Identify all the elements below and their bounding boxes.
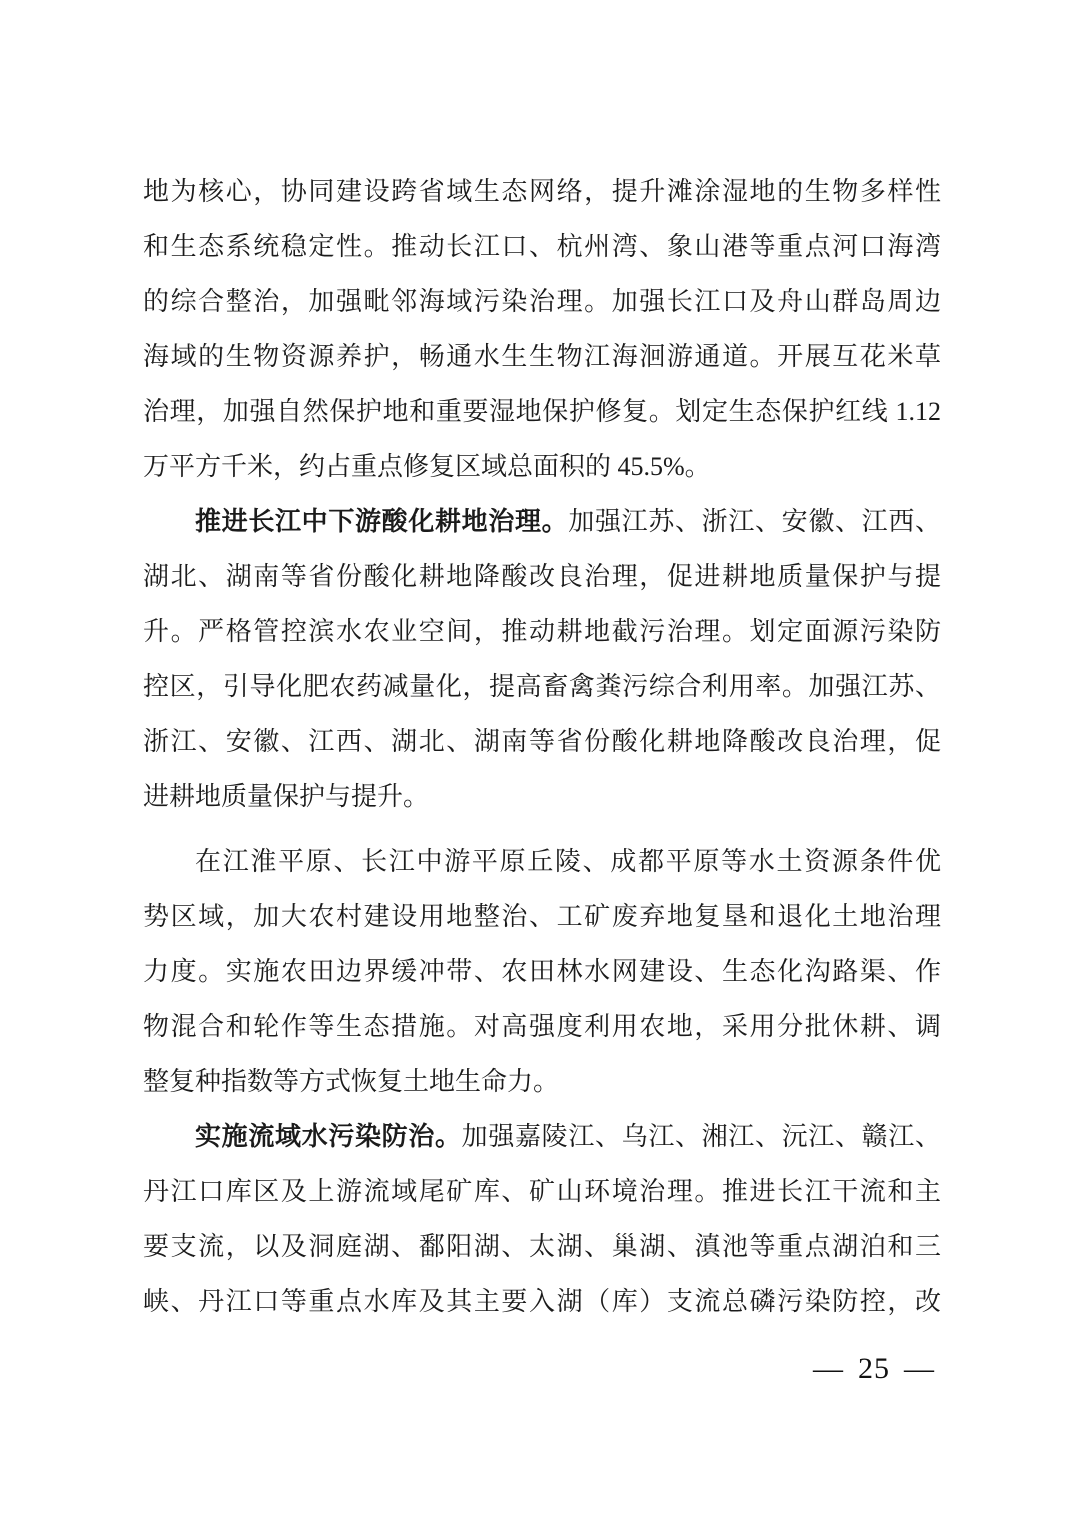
text-line (143, 659, 941, 714)
text-line (143, 1164, 941, 1219)
paragraph (143, 494, 941, 824)
body-text: 的综合整治，加强毗邻海域污染治理。加强长江口及舟山群岛周边 (143, 287, 941, 316)
page-number: 25 (858, 1352, 890, 1385)
body-text: 治理，加强自然保护地和重要湿地保护修复。划定生态保护红线 1.12 (143, 397, 941, 426)
body-text: 控区，引导化肥农药减量化，提高畜禽粪污综合利用率。加强江苏、 (143, 672, 941, 701)
paragraph (143, 1109, 941, 1329)
body-text: 物混合和轮作等生态措施。对高强度利用农地，采用分批休耕、调 (143, 1012, 941, 1041)
body-text: 浙江、安徽、江西、湖北、湖南等省份酸化耕地降酸改良治理，促 (143, 727, 941, 756)
emphasis-text: 推进长江中下游酸化耕地治理。 (195, 507, 569, 536)
text-line (143, 329, 941, 384)
paragraph (143, 834, 941, 1109)
body-text: 地为核心，协同建设跨省域生态网络，提升滩涂湿地的生物多样性 (143, 177, 941, 206)
body-text: 丹江口库区及上游流域尾矿库、矿山环境治理。推进长江干流和主 (143, 1177, 941, 1206)
body-text: 和生态系统稳定性。推动长江口、杭州湾、象山港等重点河口海湾 (143, 232, 941, 261)
text-line (143, 1219, 941, 1274)
body-text: 升。严格管控滨水农业空间，推动耕地截污治理。划定面源污染防 (143, 617, 941, 646)
text-line (143, 714, 941, 769)
text-line (143, 999, 941, 1054)
text-line (143, 1054, 941, 1109)
text-line (143, 889, 941, 944)
text-line (143, 439, 941, 494)
body-text: 力度。实施农田边界缓冲带、农田林水网建设、生态化沟路渠、作 (143, 957, 941, 986)
text-line (143, 769, 941, 824)
text-line (143, 274, 941, 329)
footer-dash-right: — (904, 1352, 935, 1385)
text-line (143, 604, 941, 659)
page-footer (813, 1352, 935, 1386)
body-text: 加强江苏、浙江、安徽、江西、 (568, 507, 941, 536)
body-text: 湖北、湖南等省份酸化耕地降酸改良治理，促进耕地质量保护与提 (143, 562, 941, 591)
body-text: 势区域，加大农村建设用地整治、工矿废弃地复垦和退化土地治理 (143, 902, 941, 931)
body-text: 整复种指数等方式恢复土地生命力。 (143, 1067, 560, 1096)
body-text: 峡、丹江口等重点水库及其主要入湖（库）支流总磷污染防控，改 (143, 1287, 941, 1316)
text-line (143, 549, 941, 604)
text-line (143, 834, 941, 889)
text-line (143, 219, 941, 274)
footer-dash-left: — (813, 1352, 844, 1385)
paragraph (143, 164, 941, 494)
body-text: 加强嘉陵江、乌江、湘江、沅江、赣江、 (461, 1122, 941, 1151)
text-line (143, 1274, 941, 1329)
body-text: 海域的生物资源养护，畅通水生生物江海洄游通道。开展互花米草 (143, 342, 941, 371)
body-text: 万平方千米，约占重点修复区域总面积的 45.5%。 (143, 452, 711, 481)
emphasis-text: 实施流域水污染防治。 (195, 1122, 462, 1151)
body-text: 在江淮平原、长江中游平原丘陵、成都平原等水土资源条件优 (195, 847, 941, 876)
text-line (143, 494, 941, 549)
body-text: 要支流，以及洞庭湖、鄱阳湖、太湖、巢湖、滇池等重点湖泊和三 (143, 1232, 941, 1261)
document-body (143, 164, 941, 1329)
text-line (143, 164, 941, 219)
text-line (143, 384, 941, 439)
body-text: 进耕地质量保护与提升。 (143, 782, 430, 811)
text-line (143, 1109, 941, 1164)
text-line (143, 944, 941, 999)
